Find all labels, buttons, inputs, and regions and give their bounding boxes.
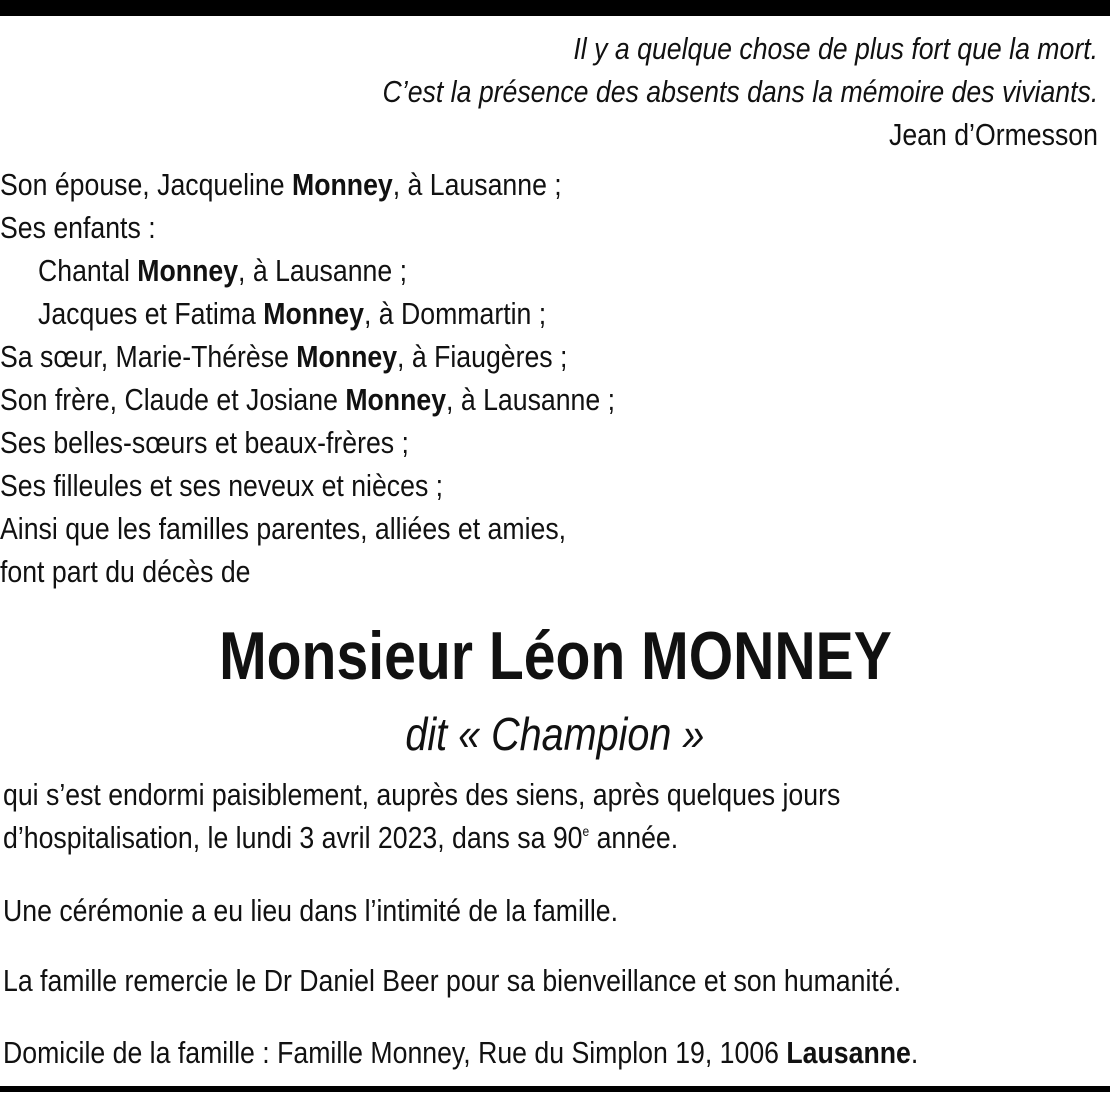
- family-sister: Sa sœur, Marie-Thérèse Monney, à Fiaugères ;: [0, 339, 568, 374]
- family-child-2: Jacques et Fatima Monney, à Dommartin ;: [38, 296, 547, 331]
- body-paragraph-1-line-1: qui s’est endormi paisiblement, auprès des siens, après quelques jours: [3, 777, 841, 812]
- deceased-nickname: dit « Champion »: [405, 708, 705, 760]
- body-paragraph-2: Une cérémonie a eu lieu dans l’intimité de la famille.: [3, 893, 618, 928]
- deceased-name: Monsieur Léon MONNEY: [218, 618, 892, 694]
- family-spouse: Son épouse, Jacqueline Monney, à Lausanne ;: [0, 167, 562, 202]
- family-inlaws: Ses belles-sœurs et beaux-frères ;: [0, 425, 409, 460]
- family-children-label: Ses enfants :: [0, 210, 156, 245]
- body-paragraph-1-line-2: d’hospitalisation, le lundi 3 avril 2023, dans sa 90e année.: [3, 820, 679, 855]
- epigraph-author: Jean d’Ormesson: [889, 117, 1098, 152]
- family-brother: Son frère, Claude et Josiane Monney, à Lausanne ;: [0, 382, 616, 417]
- bottom-rule: [0, 1086, 1110, 1092]
- body-paragraph-3: La famille remercie le Dr Daniel Beer pour sa bienveillance et son humanité.: [3, 963, 902, 998]
- top-rule: [0, 0, 1110, 16]
- family-godchildren: Ses filleules et ses neveux et nièces ;: [0, 468, 444, 503]
- family-child-1: Chantal Monney, à Lausanne ;: [38, 253, 408, 288]
- epigraph-line-2: C’est la présence des absents dans la mémoire des viviants.: [382, 74, 1098, 109]
- family-others: Ainsi que les familles parentes, alliées et amies,: [0, 511, 567, 546]
- epigraph-line-1: Il y a quelque chose de plus fort que la mort.: [573, 31, 1098, 66]
- body-paragraph-4: Domicile de la famille : Famille Monney, Rue du Simplon 19, 1006 Lausanne.: [3, 1035, 919, 1070]
- family-announce: font part du décès de: [0, 554, 251, 589]
